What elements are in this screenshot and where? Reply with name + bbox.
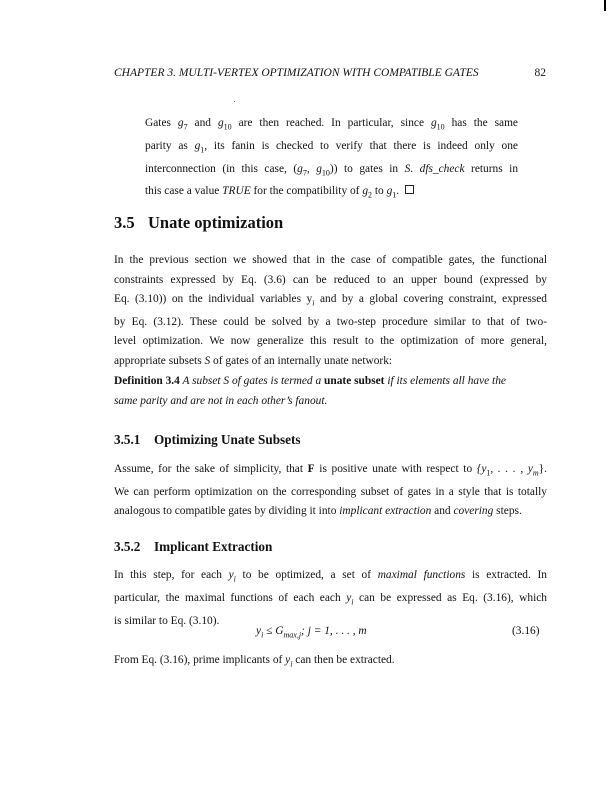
paragraph-unate-subsets: Assume, for the sake of simplicity, that F is positive unate with respect to {$y_1$, . . . , $y_m$}. We can perform optimization on the corresponding subset of gates in a style that is totally analogous to compatible gates by dividing it into implicant extraction and covering steps. bbox=[114, 463, 547, 518]
qed-square-icon bbox=[405, 185, 414, 194]
paragraph-proof-end: Gates $g_7$ and $g_{10}$ are then reached. In particular, since $g_{10}$ has the same parity as $g_1$, its fanin is checked to verify that there is indeed only one interconnection (in this case, ($g_7$, $g_{10}$)) to gates in S. dfs_check returns in this case a value TRUE for the compatibility of $g_2$ to $g_1$. bbox=[145, 117, 519, 200]
chapter-title: CHAPTER 3. MULTI-VERTEX OPTIMIZATION WITH COMPATIBLE GATES bbox=[114, 67, 479, 79]
equation-number: (3.16) bbox=[512, 625, 540, 637]
paragraph-intro: In the previous section we showed that in the case of compatible gates, the functional constraints expressed by Eq. (3.6) can be reduced to an upper bound (expressed by Eq. (3.10)) on the individual variables $y_i$ and by a global covering constraint, expressed by Eq. (3.12). These could be solved by a two-step procedure similar to that of two- level optimization. We now generalize this result to the optimization of more general, appropriate subsets S of gates of an internally unate network: bbox=[114, 254, 547, 367]
page-edge-mark bbox=[604, 0, 606, 11]
running-header bbox=[114, 67, 546, 83]
section-heading: 3.5 Unate optimization bbox=[114, 213, 284, 232]
definition-3-4: Definition 3.4 A subset S of gates is termed a unate subset if its elements all have the same parity and are not in each other’s fanout. bbox=[114, 375, 506, 407]
page-number: 82 bbox=[534, 67, 546, 79]
equation-3-16: $y_i \le G_{max,j}$; j = 1, . . . , m bbox=[256, 625, 367, 640]
dfs-check-function: dfs_check bbox=[419, 162, 465, 175]
speck-mark bbox=[234, 101, 235, 102]
subsection-heading-1: 3.5.1 Optimizing Unate Subsets bbox=[114, 432, 301, 447]
subsection-heading-2: 3.5.2 Implicant Extraction bbox=[114, 539, 273, 554]
paragraph-prime-implicants: From Eq. (3.16), prime implicants of $y_i$ can then be extracted. bbox=[114, 654, 395, 669]
paragraph-implicant-extraction: In this step, for each $y_i$ to be optimized, a set of maximal functions is extracted. In particular, the maximal functions of each each $y_i$ can be expressed as Eq. (3.16), which is similar to Eq. (3.10). bbox=[114, 569, 547, 627]
